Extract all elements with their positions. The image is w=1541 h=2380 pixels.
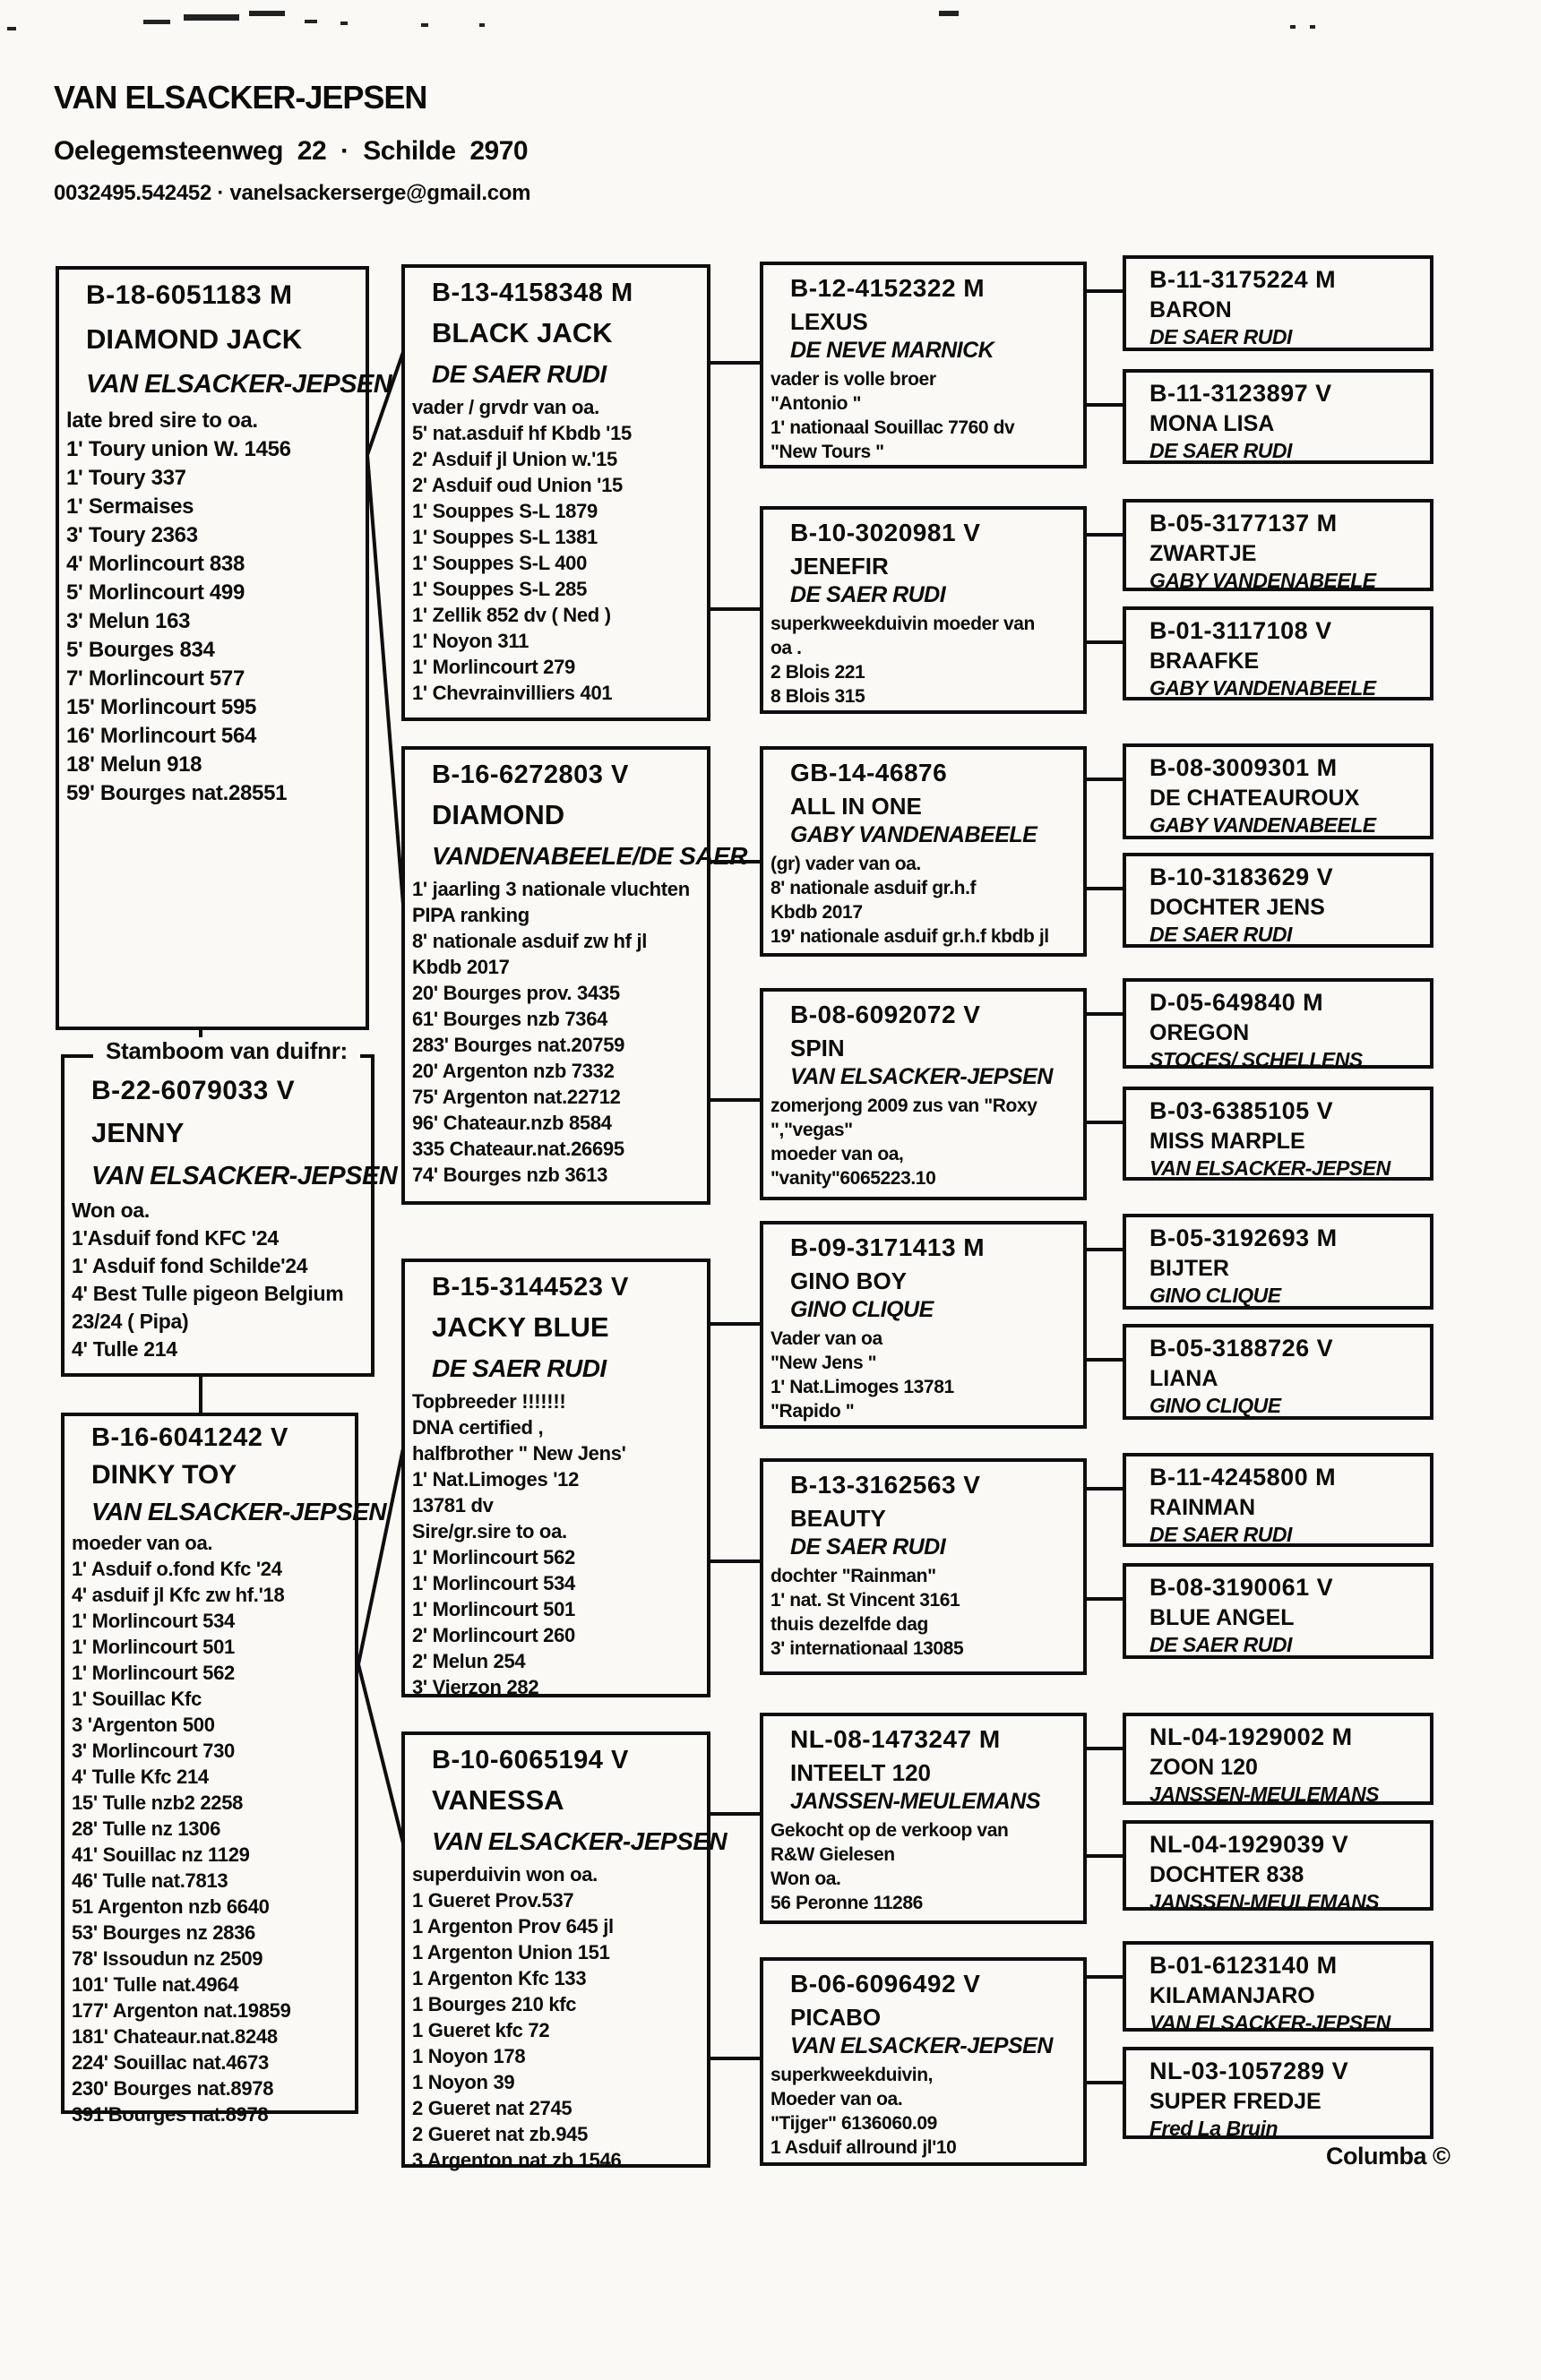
pigeon-name: KILAMANJARO — [1149, 1983, 1315, 2008]
ring-number: B-13-3162563 V — [790, 1471, 981, 1499]
achievement-list — [770, 2063, 1080, 2160]
achievement-line: superkweekduivin moeder van — [770, 614, 1035, 634]
ring-number: B-15-3144523 V — [432, 1273, 629, 1302]
achievement-list — [412, 1388, 703, 1700]
achievement-line: 230' Bourges nat.8978 — [72, 2077, 274, 2100]
ring-number: B-08-6092072 V — [790, 1001, 981, 1028]
achievement-line: halfbrother " New Jens' — [412, 1442, 626, 1465]
ring-number: B-05-3188726 V — [1149, 1335, 1334, 1362]
pigeon-name: INTEELT 120 — [790, 1759, 932, 1786]
ring-number: B-16-6041242 V — [91, 1423, 288, 1452]
achievement-line: Vader van oa — [770, 1328, 882, 1349]
achievement-line: 101' Tulle nat.4964 — [72, 1973, 239, 1996]
achievement-line: moeder van oa, — [770, 1144, 904, 1164]
achievement-line: 1' Sermaises — [66, 494, 194, 519]
software-brand: Columba © — [1326, 2143, 1451, 2169]
ring-number: B-22-6079033 V — [91, 1076, 296, 1105]
achievement-line: 1' Souppes S-L 1879 — [412, 500, 598, 522]
achievement-line: 61' Bourges nzb 7364 — [412, 1008, 608, 1030]
ring-number: B-01-3117108 V — [1149, 617, 1332, 644]
pedigree-box-jacky-blue — [401, 1259, 710, 1697]
achievement-list — [66, 407, 362, 808]
achievement-line: 1 Noyon 39 — [412, 2071, 515, 2093]
achievement-line: 3' internationaal 13085 — [770, 1638, 964, 1659]
fancier-name: Fred La Bruin — [1149, 2117, 1278, 2140]
achievement-line: 1' Morlincourt 562 — [412, 1546, 575, 1568]
pigeon-name: SPIN — [790, 1035, 845, 1061]
achievement-line: 56 Peronne 11286 — [770, 1893, 923, 1913]
achievement-line: 96' Chateaur.nzb 8584 — [412, 1112, 612, 1134]
achievement-line: 5' Bourges 834 — [66, 638, 215, 662]
achievement-line: 75' Argenton nat.22712 — [412, 1086, 621, 1108]
fancier-name: DE SAER RUDI — [432, 1354, 607, 1382]
achievement-line: 16' Morlincourt 564 — [66, 724, 257, 748]
achievement-line: 15' Morlincourt 595 — [66, 695, 257, 719]
achievement-line: 8' nationale asduif gr.h.f — [770, 878, 977, 898]
achievement-line: 2 Gueret nat zb.945 — [412, 2123, 589, 2145]
fancier-name: DE SAER RUDI — [1149, 1523, 1292, 1546]
achievement-list — [412, 394, 703, 706]
achievement-line: 4' Best Tulle pigeon Belgium — [72, 1282, 344, 1305]
achievement-line: 15' Tulle nzb2 2258 — [72, 1791, 244, 1814]
fancier-name: GABY VANDENABEELE — [790, 822, 1037, 847]
ring-number: B-05-3177137 M — [1149, 510, 1338, 537]
achievement-line: 2' Asduif oud Union '15 — [412, 474, 623, 496]
pigeon-name: DOCHTER JENS — [1149, 895, 1325, 920]
pigeon-name: DIAMOND JACK — [86, 323, 303, 355]
achievement-line: 181' Chateaur.nat.8248 — [72, 2025, 278, 2048]
loft-address: Oelegemsteenweg 22 · Schilde 2970 — [54, 136, 529, 166]
achievement-list — [770, 367, 1080, 464]
achievement-line: 19' nationale asduif gr.h.f kbdb jl — [770, 926, 1049, 947]
achievement-line: 2' Melun 254 — [412, 1650, 526, 1672]
pedigree-box-bijter — [1123, 1214, 1433, 1310]
pigeon-name: MONA LISA — [1149, 411, 1275, 436]
ring-number: B-08-3190061 V — [1149, 1574, 1334, 1601]
fancier-name: VAN ELSACKER-JEPSEN — [432, 1827, 727, 1855]
pedigree-box-miss-marple — [1123, 1087, 1433, 1181]
achievement-line: Topbreeder !!!!!!! — [412, 1390, 566, 1413]
pedigree-box-jenefir — [760, 506, 1087, 714]
achievement-line: thuis dezelfde dag — [770, 1614, 928, 1635]
pigeon-name: MISS MARPLE — [1149, 1129, 1305, 1154]
achievement-line: 78' Issoudun nz 2509 — [72, 1947, 263, 1970]
achievement-line: 4' Morlincourt 838 — [66, 552, 245, 576]
pigeon-name: BARON — [1149, 297, 1232, 322]
pedigree-box-zwartje — [1123, 499, 1433, 591]
achievement-line: 1' Toury union W. 1456 — [66, 437, 291, 461]
fancier-name: VAN ELSACKER-JEPSEN — [790, 1064, 1053, 1089]
achievement-line: 1'Asduif fond KFC '24 — [72, 1226, 279, 1250]
achievement-line: 3 'Argenton 500 — [72, 1714, 215, 1736]
ring-number: B-16-6272803 V — [432, 760, 629, 789]
fancier-name: DE SAER RUDI — [1149, 439, 1292, 462]
achievement-line: Moeder van oa. — [770, 2089, 903, 2109]
achievement-line: Kbdb 2017 — [412, 956, 510, 978]
pigeon-name: OREGON — [1149, 1020, 1250, 1045]
pedigree-box-dochter-838 — [1123, 1820, 1433, 1911]
achievement-line: "Tijger" 6136060.09 — [770, 2113, 937, 2134]
achievement-line: vader is volle broer — [770, 369, 936, 390]
pedigree-subject-label: Stamboom van duifnr: — [93, 1037, 360, 1065]
pigeon-name: DINKY TOY — [91, 1460, 237, 1490]
achievement-line: 20' Argenton nzb 7332 — [412, 1060, 615, 1082]
achievement-line: 13781 dv — [412, 1494, 494, 1516]
ring-number: B-06-6096492 V — [790, 1970, 981, 1998]
achievement-line: Sire/gr.sire to oa. — [412, 1520, 567, 1542]
achievement-line: 224' Souillac nat.4673 — [72, 2051, 269, 2074]
pigeon-name: BIJTER — [1149, 1256, 1229, 1281]
loft-name: VAN ELSACKER-JEPSEN — [54, 79, 427, 116]
achievement-line: Gekocht op de verkoop van — [770, 1820, 1009, 1841]
achievement-line: "Rapido " — [770, 1401, 855, 1422]
ring-number: B-01-6123140 M — [1149, 1952, 1338, 1979]
achievement-line: 1' Asduif fond Schilde'24 — [72, 1254, 308, 1277]
achievement-line: 1' Nat.Limoges '12 — [412, 1468, 580, 1491]
fancier-name: DE SAER RUDI — [790, 582, 946, 607]
pigeon-name: DIAMOND — [432, 799, 565, 830]
achievement-line: superkweekduivin, — [770, 2065, 934, 2085]
pedigree-box-gino-boy — [760, 1221, 1087, 1429]
achievement-line: 1' jaarling 3 nationale vluchten — [412, 878, 690, 900]
achievement-line: 2 Gueret nat 2745 — [412, 2097, 572, 2119]
achievement-line: "New Tours " — [770, 442, 884, 462]
fancier-name: DE SAER RUDI — [432, 360, 607, 388]
achievement-line: 53' Bourges nz 2836 — [72, 1921, 255, 1944]
achievement-line: 1' Zellik 852 dv ( Ned ) — [412, 604, 611, 626]
achievement-line: 1' Morlincourt 279 — [412, 656, 575, 678]
achievement-line: 1' Morlincourt 534 — [412, 1572, 575, 1594]
achievement-line: 1' Morlincourt 562 — [72, 1662, 235, 1684]
achievement-line: 1' Chevrainvilliers 401 — [412, 682, 613, 704]
achievement-list — [770, 1094, 1080, 1190]
achievement-list — [770, 1327, 1080, 1423]
achievement-line: "vanity"6065223.10 — [770, 1168, 936, 1189]
pedigree-box-liana — [1123, 1324, 1433, 1420]
fancier-name: VAN ELSACKER-JEPSEN — [91, 1162, 398, 1190]
pedigree-box-super-fredje — [1123, 2047, 1433, 2139]
pedigree-box-blue-angel — [1123, 1563, 1433, 1659]
pigeon-name: VANESSA — [432, 1784, 564, 1816]
pigeon-name: BLACK JACK — [432, 317, 613, 348]
achievement-line: 5' Morlincourt 499 — [66, 580, 245, 605]
achievement-list — [770, 1818, 1080, 1915]
pedigree-box-lexus — [760, 262, 1087, 468]
pigeon-name: JENEFIR — [790, 553, 889, 580]
ring-number: NL-04-1929039 V — [1149, 1831, 1349, 1858]
fancier-name: VAN ELSACKER-JEPSEN — [1149, 2011, 1390, 2034]
achievement-list — [412, 876, 703, 1188]
achievement-line: 5' nat.asduif hf Kbdb '15 — [412, 422, 632, 444]
pedigree-box-diamond — [401, 746, 747, 1205]
achievement-line: 391'Bourges nat.8978 — [72, 2103, 269, 2126]
achievement-list — [412, 1861, 703, 2173]
pigeon-name: LEXUS — [790, 308, 868, 335]
achievement-line: 3' Melun 163 — [66, 609, 191, 633]
pigeon-name: BEAUTY — [790, 1505, 886, 1532]
achievement-line: (gr) vader van oa. — [770, 854, 921, 874]
pedigree-box-de-chateauroux — [1123, 743, 1433, 839]
pedigree-box-braafke — [1123, 606, 1433, 700]
fancier-name: VAN ELSACKER-JEPSEN — [86, 370, 392, 399]
pedigree-box-zoon-120 — [1123, 1713, 1433, 1805]
achievement-line: 74' Bourges nzb 3613 — [412, 1164, 608, 1186]
fancier-name: DE SAER RUDI — [1149, 325, 1292, 348]
pedigree-box-spin — [760, 988, 1087, 1200]
achievement-line: 3' Toury 2363 — [66, 523, 198, 547]
pedigree-box-jenny — [61, 1054, 398, 1377]
ring-number: B-05-3192693 M — [1149, 1224, 1338, 1251]
achievement-line: 2' Asduif jl Union w.'15 — [412, 448, 617, 470]
fancier-name: JANSSEN-MEULEMANS — [1149, 1783, 1380, 1806]
achievement-line: 4' Tulle Kfc 214 — [72, 1766, 209, 1788]
achievement-line: 1 Gueret kfc 72 — [412, 2019, 550, 2041]
achievement-line: 1 Asduif allround jl'10 — [770, 2137, 957, 2158]
pigeon-name: PICABO — [790, 2004, 882, 2031]
achievement-line: 335 Chateaur.nat.26695 — [412, 1138, 624, 1160]
fancier-name: JANSSEN-MEULEMANS — [1149, 1890, 1380, 1913]
ring-number: B-11-3123897 V — [1149, 380, 1332, 407]
achievement-list — [770, 1564, 1080, 1661]
achievement-line: 1' Souppes S-L 400 — [412, 552, 588, 574]
ring-number: D-05-649840 M — [1149, 989, 1324, 1016]
achievement-line: "New Jens " — [770, 1353, 877, 1373]
achievement-list — [72, 1530, 351, 2127]
achievement-line: 1 Noyon 178 — [412, 2045, 526, 2067]
ring-number: NL-08-1473247 M — [790, 1725, 1001, 1753]
pedigree-box-dochter-jens — [1123, 853, 1433, 948]
pigeon-name: BLUE ANGEL — [1149, 1605, 1295, 1630]
achievement-line: 1' nationaal Souillac 7760 dv — [770, 417, 1015, 438]
achievement-line: oa . — [770, 638, 802, 658]
achievement-line: 7' Morlincourt 577 — [66, 666, 245, 691]
ring-number: GB-14-46876 — [790, 759, 948, 786]
pigeon-name: ALL IN ONE — [790, 793, 922, 820]
achievement-line: 3' Morlincourt 730 — [72, 1740, 235, 1762]
ring-number: B-10-6065194 V — [432, 1746, 629, 1774]
ring-number: B-08-3009301 M — [1149, 754, 1338, 781]
achievement-line: 1' Toury 337 — [66, 466, 186, 490]
fancier-name: VAN ELSACKER-JEPSEN — [91, 1498, 387, 1525]
achievement-line: 1' Souppes S-L 1381 — [412, 526, 598, 548]
achievement-line: zomerjong 2009 zus van "Roxy — [770, 1095, 1037, 1116]
achievement-line: 18' Melun 918 — [66, 752, 202, 777]
fancier-name: GABY VANDENABEELE — [1149, 569, 1376, 592]
achievement-line: 41' Souillac nz 1129 — [72, 1843, 250, 1866]
pigeon-name: ZOON 120 — [1149, 1755, 1258, 1780]
pedigree-box-kilamanjaro — [1123, 1941, 1433, 2032]
achievement-line: 1 Gueret Prov.537 — [412, 1889, 574, 1912]
achievement-line: 23/24 ( Pipa) — [72, 1310, 189, 1333]
achievement-line: Kbdb 2017 — [770, 902, 863, 923]
ring-number: NL-03-1057289 V — [1149, 2058, 1349, 2084]
ring-number: B-10-3020981 V — [790, 519, 981, 546]
pedigree-box-dinky-toy — [61, 1413, 387, 2126]
fancier-name: GINO CLIQUE — [1149, 1284, 1281, 1307]
pedigree-box-mona-lisa — [1123, 369, 1433, 464]
ring-number: B-11-4245800 M — [1149, 1464, 1337, 1491]
pigeon-name: JENNY — [91, 1117, 185, 1148]
pigeon-name: RAINMAN — [1149, 1495, 1256, 1520]
achievement-line: 59' Bourges nat.28551 — [66, 781, 288, 805]
achievement-line: 1 Argenton Kfc 133 — [412, 1967, 587, 1989]
pedigree-box-rainman — [1123, 1453, 1433, 1547]
achievement-line: 20' Bourges prov. 3435 — [412, 982, 620, 1004]
pedigree-box-diamond-jack — [56, 266, 392, 1030]
achievement-list — [72, 1197, 367, 1363]
pedigree-box-all-in-one — [760, 746, 1087, 957]
pedigree-box-baron — [1123, 255, 1433, 351]
achievement-line: 1 Bourges 210 kfc — [412, 1993, 577, 2015]
achievement-line: moeder van oa. — [72, 1532, 213, 1554]
pigeon-name: LIANA — [1149, 1366, 1218, 1391]
achievement-line: 1 Argenton Union 151 — [412, 1941, 610, 1963]
achievement-line: 2 Blois 221 — [770, 662, 865, 683]
achievement-line: ","vegas" — [770, 1120, 853, 1140]
achievement-line: 8 Blois 315 — [770, 686, 865, 707]
pigeon-name: GINO BOY — [790, 1267, 908, 1294]
pedigree-box-oregon — [1123, 978, 1433, 1069]
achievement-line: R&W Gielesen — [770, 1844, 895, 1865]
achievement-line: 1' Morlincourt 501 — [412, 1598, 575, 1620]
achievement-line: PIPA ranking — [412, 904, 529, 926]
achievement-line: Won oa. — [770, 1869, 841, 1889]
fancier-name: GABY VANDENABEELE — [1149, 676, 1376, 700]
ring-number: B-03-6385105 V — [1149, 1097, 1334, 1124]
ring-number: B-11-3175224 M — [1149, 266, 1337, 293]
achievement-line: 1' Asduif o.fond Kfc '24 — [72, 1558, 282, 1580]
achievement-line: 4' Tulle 214 — [72, 1337, 177, 1361]
ring-number: B-18-6051183 M — [86, 280, 293, 310]
pigeon-name: SUPER FREDJE — [1149, 2089, 1321, 2114]
achievement-line: Won oa. — [72, 1199, 150, 1222]
fancier-name: JANSSEN-MEULEMANS — [790, 1789, 1041, 1814]
pedigree-box-beauty — [760, 1458, 1087, 1675]
achievement-line: late bred sire to oa. — [66, 408, 258, 433]
loft-contact: 0032495.542452 · vanelsackerserge@gmail.com — [54, 181, 531, 205]
fancier-name: DE SAER RUDI — [1149, 923, 1292, 946]
achievement-line: 1 Argenton Prov 645 jl — [412, 1915, 614, 1938]
fancier-name: DE SAER RUDI — [1149, 1633, 1292, 1656]
pigeon-name: DOCHTER 838 — [1149, 1862, 1304, 1887]
achievement-line: 3 Argenton nat zb 1546 — [412, 2149, 622, 2171]
fancier-name: DE SAER RUDI — [790, 1534, 946, 1559]
fancier-name: GABY VANDENABEELE — [1149, 813, 1376, 837]
achievement-line: DNA certified , — [412, 1416, 544, 1439]
achievement-list — [770, 852, 1080, 949]
achievement-line: 283' Bourges nat.20759 — [412, 1034, 625, 1056]
fancier-name: DE NEVE MARNICK — [790, 338, 994, 363]
fancier-name: GINO CLIQUE — [790, 1297, 934, 1322]
ring-number: B-12-4152322 M — [790, 274, 986, 302]
fancier-name: VAN ELSACKER-JEPSEN — [790, 2033, 1053, 2058]
achievement-line: 28' Tulle nz 1306 — [72, 1817, 221, 1840]
achievement-line: 1' Souppes S-L 285 — [412, 578, 588, 600]
pigeon-name: DE CHATEAUROUX — [1149, 786, 1360, 811]
achievement-line: 1' Nat.Limoges 13781 — [770, 1377, 954, 1397]
pigeon-name: ZWARTJE — [1149, 541, 1257, 566]
fancier-name: VAN ELSACKER-JEPSEN — [1149, 1156, 1390, 1180]
ring-number: B-09-3171413 M — [790, 1233, 986, 1261]
achievement-line: "Antonio " — [770, 393, 862, 414]
ring-number: B-13-4158348 M — [432, 279, 633, 307]
achievement-line: dochter "Rainman" — [770, 1566, 936, 1586]
pigeon-name: BRAAFKE — [1149, 649, 1260, 674]
pedigree-box-black-jack — [401, 264, 710, 721]
pedigree-box-inteelt-120 — [760, 1713, 1087, 1924]
ring-number: B-10-3183629 V — [1149, 864, 1334, 890]
achievement-line: 1' Souillac Kfc — [72, 1688, 202, 1710]
achievement-line: vader / grvdr van oa. — [412, 396, 599, 418]
achievement-line: 1' Noyon 311 — [412, 630, 529, 652]
achievement-line: 2' Morlincourt 260 — [412, 1624, 575, 1646]
achievement-line: 1' nat. St Vincent 3161 — [770, 1590, 960, 1611]
achievement-line: 46' Tulle nat.7813 — [72, 1869, 228, 1892]
fancier-name: GINO CLIQUE — [1149, 1394, 1281, 1417]
fancier-name: VANDENABEELE/DE SAER — [432, 842, 747, 870]
pedigree-box-vanessa — [401, 1731, 727, 2171]
achievement-line: 3' Vierzon 282 — [412, 1676, 539, 1698]
achievement-line: 177' Argenton nat.19859 — [72, 1999, 291, 2022]
achievement-list — [770, 612, 1080, 709]
achievement-line: 1' Morlincourt 534 — [72, 1610, 235, 1632]
achievement-line: 4' asduif jl Kfc zw hf.'18 — [72, 1584, 285, 1606]
pigeon-name: JACKY BLUE — [432, 1311, 609, 1343]
achievement-line: 1' Morlincourt 501 — [72, 1636, 235, 1658]
ring-number: NL-04-1929002 M — [1149, 1723, 1353, 1750]
fancier-name: STOCES/ SCHELLENS — [1149, 1048, 1363, 1071]
achievement-line: 8' nationale asduif zw hf jl — [412, 930, 648, 952]
pedigree-box-picabo — [760, 1957, 1087, 2166]
achievement-line: 51 Argenton nzb 6640 — [72, 1895, 270, 1918]
achievement-line: superduivin won oa. — [412, 1863, 598, 1886]
